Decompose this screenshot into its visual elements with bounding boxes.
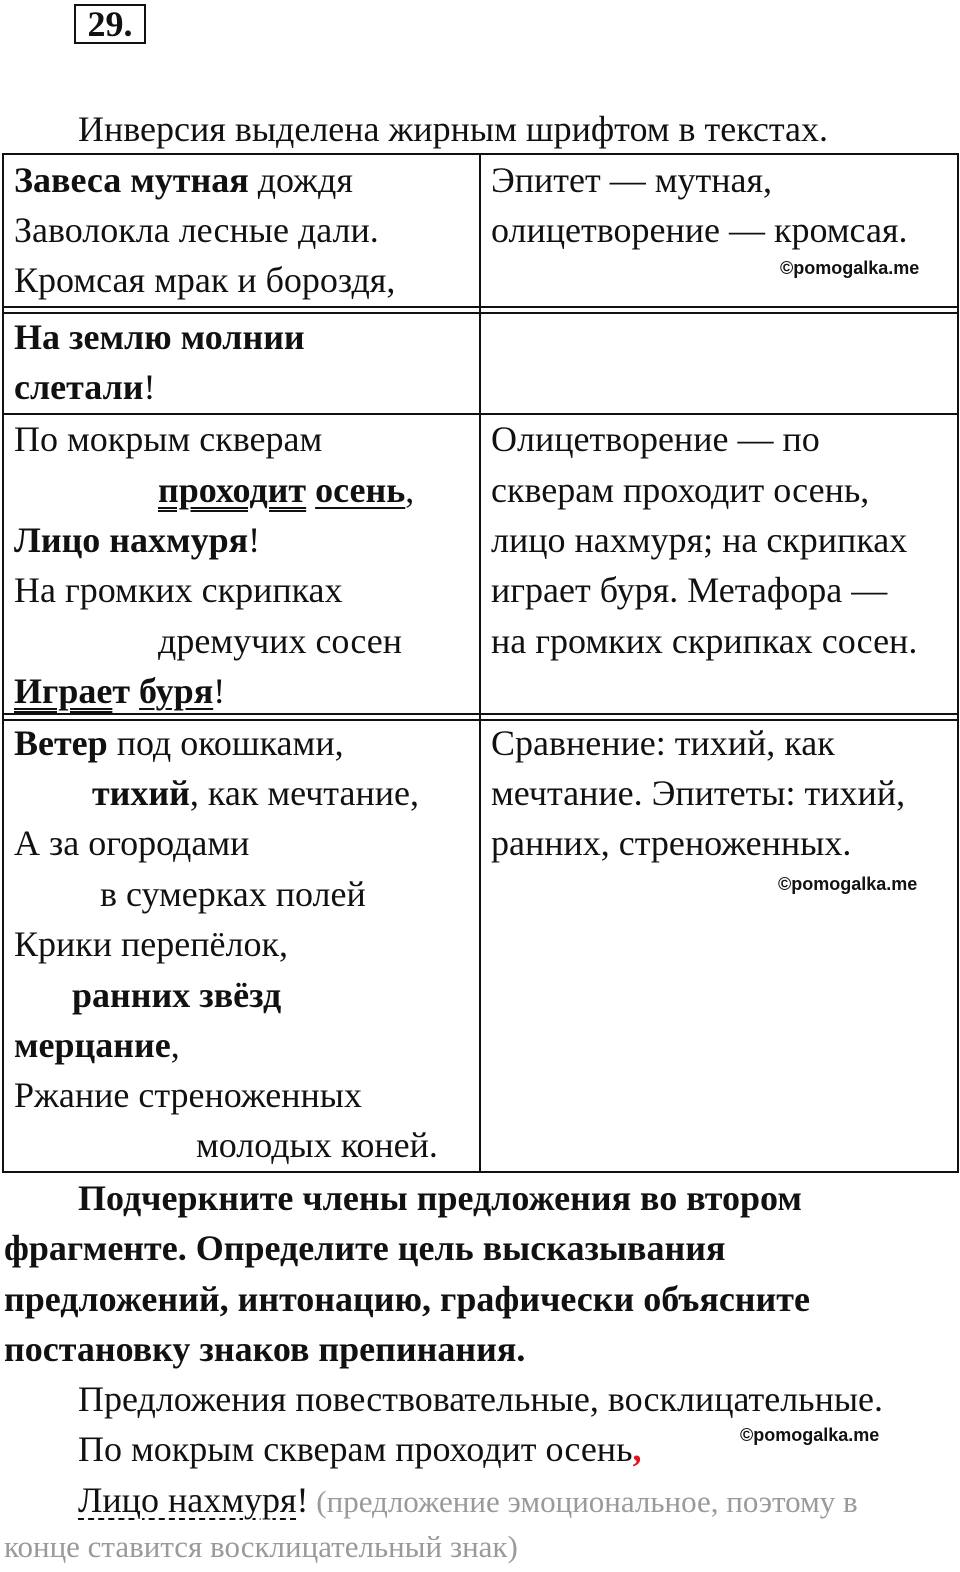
poem-line: [14, 1020, 180, 1070]
task-line: предложений, интонацию, графически объясните: [4, 1279, 810, 1319]
note-line: олицетворение — кромсая.: [491, 210, 908, 250]
predicate-underlined: Играе: [14, 671, 113, 711]
poem-line: [14, 155, 353, 205]
poem-line: дремучих сосен: [158, 621, 402, 661]
note-line: играет буря. Метафора —: [491, 570, 888, 610]
inversion-bold: слетали: [14, 367, 144, 407]
poem-line: Кромсая мрак и бороздя,: [14, 260, 396, 300]
subject-underlined: осень: [315, 470, 406, 510]
punctuation: !: [213, 671, 226, 711]
poem-line: в сумерках полей: [100, 874, 366, 914]
space: [306, 470, 315, 510]
inversion-bold: т: [112, 671, 131, 711]
task-number-box: 29.: [74, 4, 146, 44]
gray-comment: конце ставится восклицательный знак): [4, 1529, 518, 1564]
poem-line: ранних звёзд: [72, 975, 282, 1015]
punctuation: ,: [405, 470, 415, 510]
adverbial-underlined: Лицо нахмуря: [78, 1480, 297, 1520]
poem-line: [14, 666, 225, 716]
punctuation: ,: [170, 1025, 180, 1065]
note-line: Сравнение: тихий, как: [491, 723, 835, 763]
poem-text: , как мечтание,: [189, 773, 419, 813]
task-line: фрагменте. Определите цель высказывания: [4, 1228, 726, 1268]
watermark: ©pomogalka.me: [740, 1425, 880, 1445]
poem-text: дождя: [248, 160, 353, 200]
watermark: ©pomogalka.me: [778, 874, 918, 894]
punctuation: !: [143, 367, 156, 407]
answer-text: По мокрым скверам проходит осень: [78, 1429, 633, 1469]
answer-line: [78, 1475, 858, 1527]
note-line: на громких скрипках сосен.: [491, 621, 918, 661]
note-line: Олицетворение — по: [491, 419, 820, 459]
poem-line: Ржание стреноженных: [14, 1075, 362, 1115]
note-line: ранних, стреноженных.: [491, 823, 852, 863]
intro-text: Инверсия выделена жирным шрифтом в текстах.: [78, 109, 828, 149]
poem-line: [14, 515, 260, 565]
poem-line: [92, 768, 419, 818]
answer-line: [78, 1424, 641, 1474]
poem-text: под окошками,: [107, 723, 344, 763]
poem-line: [158, 465, 414, 515]
poem-line: Крики перепёлок,: [14, 924, 288, 964]
poem-line: На землю молнии: [14, 317, 305, 357]
red-comma: ,: [632, 1429, 642, 1469]
inversion-bold: мерцание: [14, 1025, 171, 1065]
punctuation: !: [248, 520, 261, 560]
inversion-bold: Ветер: [14, 723, 108, 763]
poem-line: молодых коней.: [196, 1125, 438, 1165]
poem-line: По мокрым скверам: [14, 419, 323, 459]
note-line: мечтание. Эпитеты: тихий,: [491, 773, 906, 813]
poem-line: [14, 362, 156, 412]
poem-line: На громких скрипках: [14, 570, 343, 610]
task-line: Подчеркните члены предложения во втором: [78, 1178, 802, 1218]
gray-comment: (предложение эмоциональное, поэтому в: [308, 1484, 858, 1519]
poem-line: А за огородами: [14, 823, 250, 863]
inversion-bold: Лицо нахмуря: [14, 520, 249, 560]
inversion-bold: Завеса мутная: [14, 160, 249, 200]
poem-line: Заволокла лесные дали.: [14, 210, 379, 250]
answer-line: Предложения повествовательные, восклицательные.: [78, 1379, 884, 1419]
inversion-bold: тихий: [92, 773, 190, 813]
watermark: ©pomogalka.me: [780, 258, 920, 278]
space: [130, 671, 139, 711]
task-line: постановку знаков препинания.: [4, 1329, 526, 1369]
note-line: скверам проходит осень,: [491, 470, 870, 510]
punctuation: !: [296, 1480, 309, 1520]
poem-line: [14, 718, 344, 768]
subject-underlined: буря: [139, 671, 214, 711]
note-line: Эпитет — мутная,: [491, 160, 773, 200]
note-line: лицо нахмуря; на скрипках: [491, 520, 908, 560]
predicate-underlined: проходит: [158, 470, 307, 510]
